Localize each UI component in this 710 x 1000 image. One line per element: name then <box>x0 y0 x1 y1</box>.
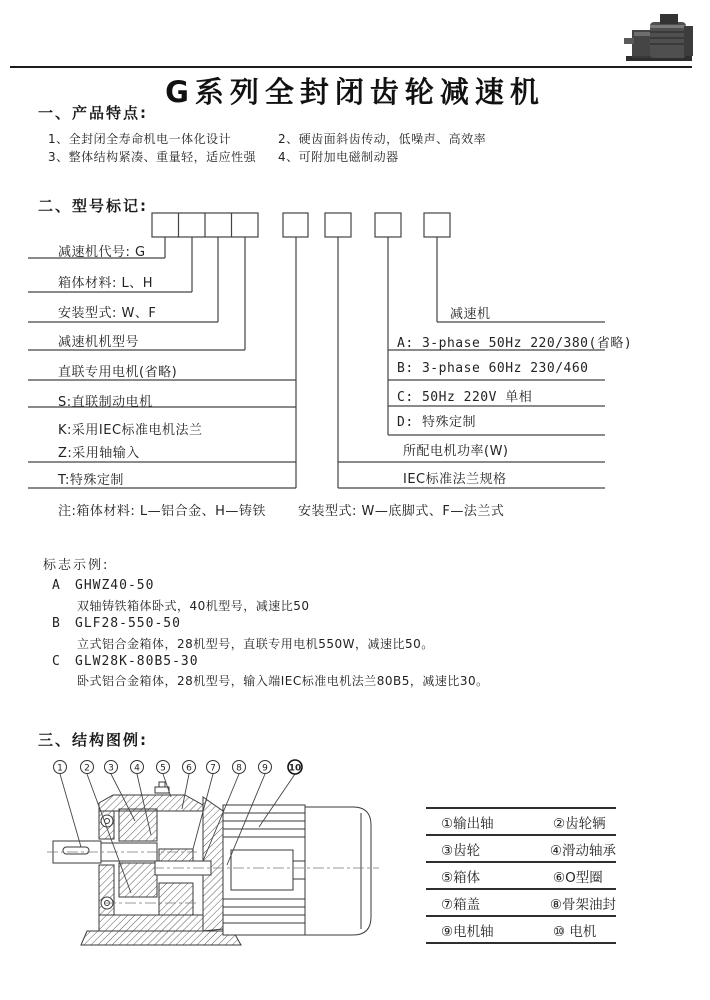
section-structure-heading: 三、结构图例: <box>38 731 148 749</box>
example-b-code: GLF28-550-50 <box>75 616 181 631</box>
part-housing: ⑤箱体 <box>441 869 481 886</box>
callout-8: 8 <box>236 763 242 774</box>
model-left-label-code: 减速机代号: G <box>58 245 146 260</box>
callout-2: 2 <box>84 763 90 774</box>
callout-9: 9 <box>262 763 268 774</box>
part-cover: ⑦箱盖 <box>441 896 481 913</box>
section-features-heading: 一、产品特点: <box>38 104 148 122</box>
table-row <box>426 836 616 863</box>
callout-1: 1 <box>57 763 63 774</box>
part-motor: ⑩ 电机 <box>553 923 597 940</box>
callout-6: 6 <box>186 763 192 774</box>
header-rule <box>10 66 692 68</box>
feature-item-4: 4、可附加电磁制动器 <box>278 150 399 164</box>
part-oil-seal: ⑧骨架油封 <box>549 896 616 913</box>
part-o-ring: ⑥O型圈 <box>553 869 603 886</box>
model-left-label-s: S:直联制动电机 <box>58 395 153 410</box>
model-left-label-z: Z:采用轴输入 <box>58 446 140 461</box>
model-right-label-power: 所配电机功率(W) <box>403 444 509 459</box>
model-left-label-k: K:采用IEC标准电机法兰 <box>58 423 203 438</box>
model-right-label-b: B: 3-phase 60Hz 230/460 <box>397 361 589 376</box>
example-c-code: GLW28K-80B5-30 <box>75 654 199 669</box>
examples-heading: 标志示例: <box>43 558 110 573</box>
example-b-desc: 立式铝合金箱体，28机型号，直联专用电机550W，减速比50。 <box>77 637 434 651</box>
part-output-shaft: ①输出轴 <box>441 815 494 832</box>
feature-item-1: 1、全封闭全寿命机电一体化设计 <box>48 132 232 146</box>
model-right-label-iec: IEC标准法兰规格 <box>403 472 507 487</box>
model-left-label-mounting: 安装型式: W、F <box>58 306 157 321</box>
model-note-left: 注:箱体材料: L—铝合金、H—铸铁 <box>58 504 266 519</box>
model-right-label-c: C: 50Hz 220V 单相 <box>397 390 533 405</box>
structure-drawing <box>35 753 427 971</box>
model-note-right: 安装型式: W—底脚式、F—法兰式 <box>298 504 505 519</box>
callout-5: 5 <box>160 763 166 774</box>
example-c-desc: 卧式铝合金箱体，28机型号，输入端IEC标准电机法兰80B5，减速比30。 <box>77 674 489 688</box>
callout-3: 3 <box>108 763 114 774</box>
example-a-desc: 双轴铸铁箱体卧式，40机型号，减速比50 <box>77 599 310 613</box>
part-gear-shaft: ②齿轮辆 <box>553 815 606 832</box>
model-right-label-a: A: 3-phase 50Hz 220/380(省略) <box>397 336 633 351</box>
model-left-label-housing: 箱体材料: L、H <box>58 276 154 291</box>
model-left-label-frame-size: 减速机机型号 <box>58 335 140 350</box>
part-gear: ③齿轮 <box>441 842 481 859</box>
callout-4: 4 <box>134 763 140 774</box>
parts-legend-table <box>426 807 616 944</box>
feature-item-3: 3、整体结构紧凑、重量轻，适应性强 <box>48 150 257 164</box>
example-b-key: B <box>52 616 60 631</box>
example-a-key: A <box>52 578 60 593</box>
table-row <box>426 809 616 836</box>
model-right-label-reducer: 减速机 <box>450 307 491 322</box>
feature-item-2: 2、硬齿面斜齿传动，低噪声、高效率 <box>278 132 487 146</box>
page-title: G系列全封闭齿轮减速机 <box>165 75 545 109</box>
callout-numbers <box>54 760 303 774</box>
example-c-key: C <box>52 654 60 669</box>
model-left-label-direct-motor: 直联专用电机(省略) <box>58 365 178 380</box>
callout-7: 7 <box>210 763 216 774</box>
part-sliding-bearing: ④滑动轴承 <box>549 842 616 859</box>
table-row <box>426 917 616 944</box>
example-a-code: GHWZ40-50 <box>75 578 155 593</box>
model-left-label-t: T:特殊定制 <box>58 473 124 488</box>
table-row <box>426 863 616 890</box>
table-row <box>426 890 616 917</box>
section-model-heading: 二、型号标记: <box>38 197 148 215</box>
callout-10: 10 <box>288 763 302 774</box>
part-motor-shaft: ⑨电机轴 <box>441 923 494 940</box>
gear-motor-photo <box>620 10 700 66</box>
model-right-label-d: D: 特殊定制 <box>397 415 476 430</box>
